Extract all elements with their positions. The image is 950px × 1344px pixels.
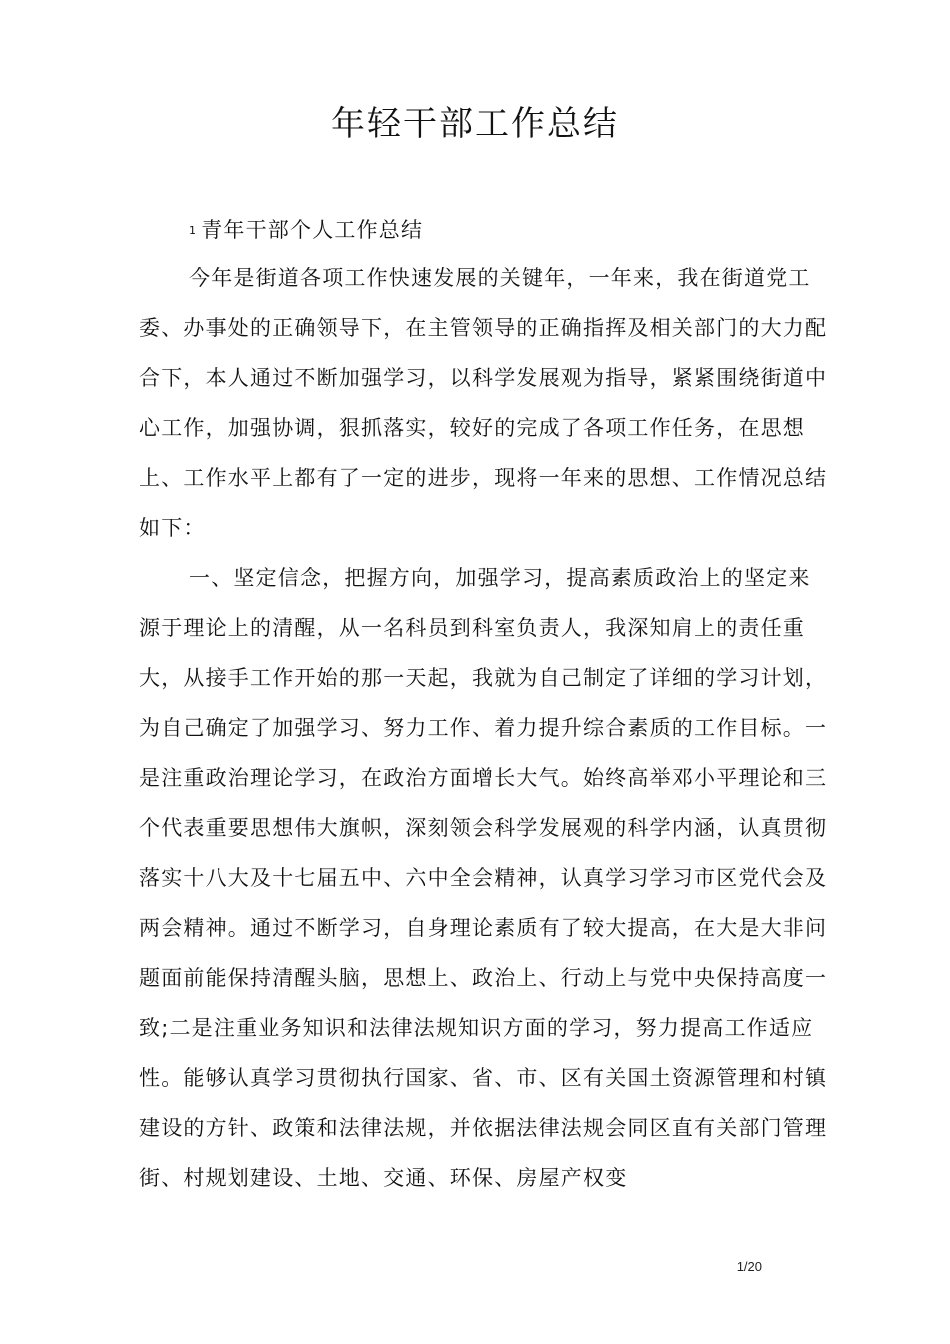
section-heading [189, 205, 879, 256]
paragraph: 一、坚定信念，把握方向，加强学习，提高素质政治上的坚定来源于理论上的清醒，从一名科员到科室负责人，我深知肩上的责任重大，从接手工作开始的那一天起，我就为自己制定了详细的学习计划，为自己确定了加强学习、努力工作、着力提升综合素质的工作目标。一是注重政治理论学习，在政治方面增长大气。始终高举邓小平理论和三个代表重要思想伟大旗帜，深刻领会科学发展观的科学内涵，认真贯彻落实十八大及十七届五中、六中全会精神，认真学习学习市区党代会及两会精神。通过不断学习，自身理论素质有了较大提高，在大是大非问题面前能保持清醒头脑，思想上、政治上、行动上与党中央保持高度一致;二是注重业务知识和法律法规知识方面的学习，努力提高工作适应性。能够认真学习贯彻执行国家、省、市、区有关国土资源管理和村镇建设的方针、政策和法律法规，并依据法律法规会同区直有关部门管理街、村规划建设、土地、交通、环保、房屋产权变 [139, 566, 828, 1190]
page-number: 1/20 [736, 1259, 762, 1274]
section-number: 1 [189, 224, 198, 237]
paragraph: 今年是街道各项工作快速发展的关键年，一年来，我在街道党工委、办事处的正确领导下，在主管领导的正确指挥及相关部门的大力配合下，本人通过不断加强学习，以科学发展观为指导，紧紧围绕街道中心工作，加强协调，狠抓落实，较好的完成了各项工作任务，在思想上、工作水平上都有了一定的进步，现将一年来的思想、工作情况总结如下： [139, 266, 828, 540]
document-title: 年轻干部工作总结 [331, 104, 619, 144]
section-heading-text: 青年干部个人工作总结 [201, 218, 424, 242]
